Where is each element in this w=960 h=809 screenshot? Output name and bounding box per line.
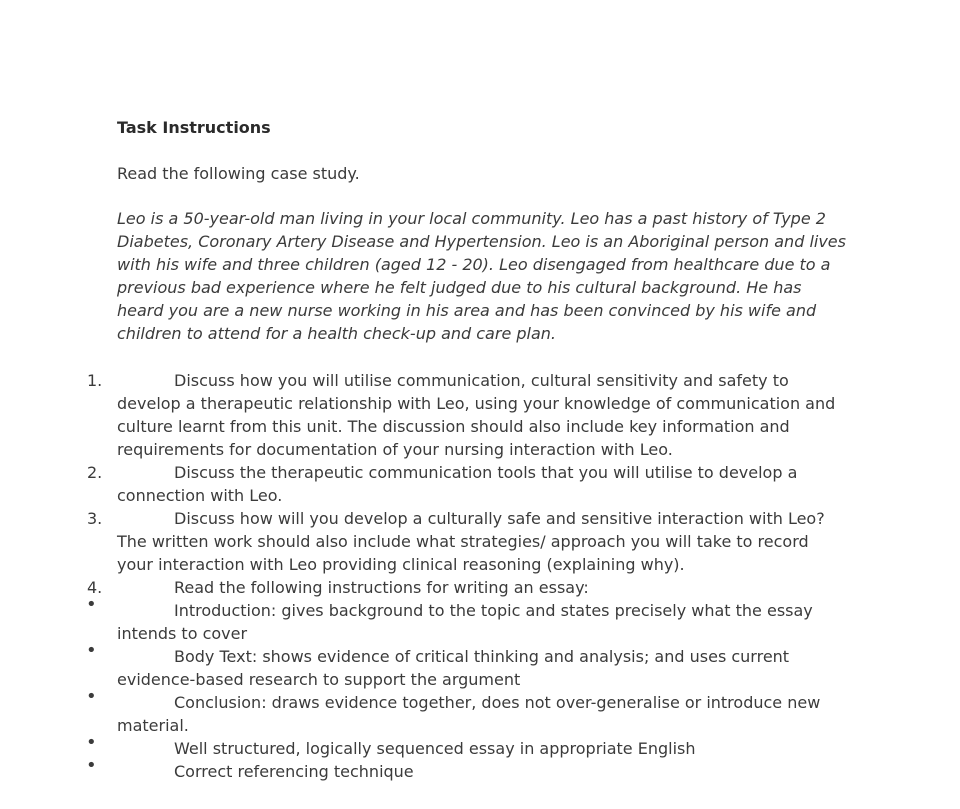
bullet-item [0, 755, 847, 783]
bullet-icon: • [86, 594, 97, 615]
list-item-text: Read the following instructions for writing an essay: [174, 578, 589, 597]
bullet-icon: • [86, 640, 97, 661]
bullet-item [0, 640, 847, 691]
bullet-icon: • [86, 755, 97, 776]
bullet-item-text: Well structured, logically sequenced essay in appropriate English [174, 739, 696, 758]
instructions-list [0, 369, 960, 783]
bullet-item [0, 732, 847, 760]
bullet-icon: • [86, 732, 97, 753]
bullet-item-text: Correct referencing technique [174, 762, 414, 781]
intro-text: Read the following case study. [117, 164, 360, 183]
list-item [0, 576, 847, 599]
page-title: Task Instructions [117, 118, 271, 137]
list-number: 4. [87, 578, 103, 597]
list-item [0, 369, 847, 461]
bullet-item-text: Body Text: shows evidence of critical thinking and analysis; and uses current evidence-based research to support the argument [117, 647, 790, 689]
list-item-text: Discuss the therapeutic communication tools that you will utilise to develop a connection with Leo. [117, 463, 798, 505]
bullet-item [0, 686, 847, 737]
case-study [117, 207, 847, 345]
case-study-text: Leo is a 50-year-old man living in your local community. Leo has a past history of Type 2 Diabetes, Coronary Artery Disease and Hypertension. Leo is an Aboriginal person and lives with his wife and three children (aged 12 - 20). Leo disengaged from healthcare due to a previous bad experience where he felt judged due to his cultural background. He has heard you are a new nurse working in his area and has been convinced by his wife and children to attend for a health check-up and care plan. [117, 209, 846, 343]
list-item-text: Discuss how you will utilise communication, cultural sensitivity and safety to develop a therapeutic relationship with Leo, using your knowledge of communication and culture learnt from this unit. The discussion should also include key information and requirements for documentation of your nursing interaction with Leo. [117, 371, 836, 459]
bullet-item-text: Conclusion: draws evidence together, does not over-generalise or introduce new material. [117, 693, 821, 735]
bullet-item-text: Introduction: gives background to the topic and states precisely what the essay intends to cover [117, 601, 813, 643]
list-item [0, 461, 847, 507]
list-number: 3. [87, 509, 103, 528]
list-item [0, 507, 847, 576]
list-number: 2. [87, 463, 103, 482]
bullet-item [0, 594, 847, 645]
list-item-text: Discuss how will you develop a culturally safe and sensitive interaction with Leo? The written work should also include what strategies/ approach you will take to record your interaction with Leo providing clinical reasoning (explaining why). [117, 509, 825, 574]
list-number: 1. [87, 371, 103, 390]
bullet-icon: • [86, 686, 97, 707]
